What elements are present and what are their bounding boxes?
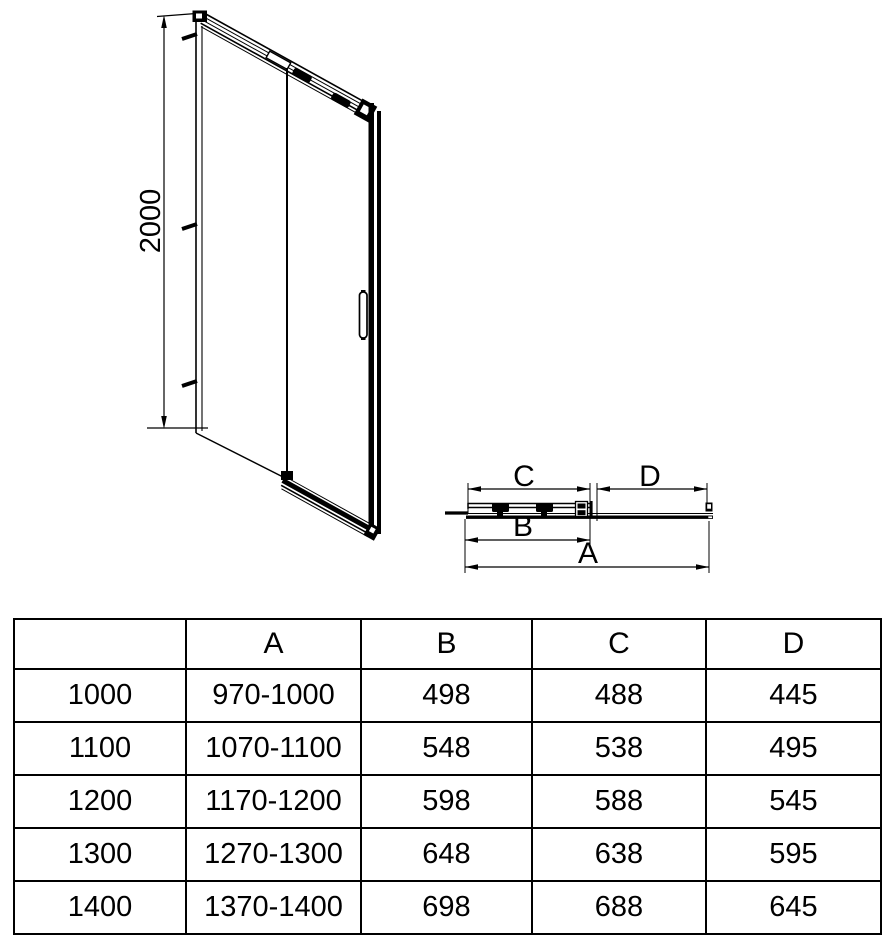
- arrow-down: [161, 416, 167, 429]
- column-header-c: C: [532, 619, 706, 669]
- dimension-d: [597, 460, 707, 493]
- height-dim-label: 2000: [135, 188, 167, 254]
- size-row-1000: [14, 669, 881, 722]
- dim-label-d: D: [639, 460, 661, 493]
- cell-d: 595: [706, 828, 881, 881]
- header-blank: [14, 619, 186, 669]
- cell-size: 1000: [14, 669, 186, 722]
- plan-roller-1: [492, 503, 509, 512]
- cell-c: 638: [532, 828, 706, 881]
- cell-a: 970-1000: [186, 669, 361, 722]
- wall-bracket-middle: [182, 224, 197, 229]
- column-header-b: B: [361, 619, 532, 669]
- left-wall-profile: [182, 11, 207, 434]
- size-row-1400: [14, 881, 881, 934]
- bottom-guide-block: [281, 471, 293, 480]
- dim-label-b: B: [512, 510, 534, 543]
- column-header-d: D: [706, 619, 881, 669]
- right-frame: [369, 103, 382, 534]
- arrow-up: [161, 15, 167, 28]
- cell-size: 1100: [14, 722, 186, 775]
- cell-b: 598: [361, 775, 532, 828]
- table-header-row: [14, 619, 881, 669]
- cell-d: 545: [706, 775, 881, 828]
- cell-a: 1270-1300: [186, 828, 361, 881]
- size-row-1300: [14, 828, 881, 881]
- plan-view: [445, 460, 713, 573]
- cell-d: 495: [706, 722, 881, 775]
- cell-size: 1200: [14, 775, 186, 828]
- glass-bottom-edge: [196, 433, 285, 478]
- cell-b: 498: [361, 669, 532, 722]
- door-edge-profile: [590, 501, 593, 517]
- sliding-panel-edge: [281, 68, 293, 480]
- roller-block-2: [330, 92, 351, 109]
- cell-size: 1300: [14, 828, 186, 881]
- dimension-b: [465, 510, 590, 543]
- wall-bracket-top: [182, 34, 197, 39]
- column-header-a: A: [186, 619, 361, 669]
- plan-roller-2: [536, 503, 553, 512]
- dimension-c: [468, 460, 590, 493]
- size-row-1100: [14, 722, 881, 775]
- cell-d: 645: [706, 881, 881, 934]
- cell-c: 588: [532, 775, 706, 828]
- cell-c: 688: [532, 881, 706, 934]
- dimension-a: [465, 537, 709, 570]
- cell-size: 1400: [14, 881, 186, 934]
- cell-b: 548: [361, 722, 532, 775]
- size-row-1200: [14, 775, 881, 828]
- front-view: [135, 11, 381, 541]
- height-dimension: [135, 14, 208, 430]
- roller-block-1: [291, 67, 312, 84]
- dim-label-c: C: [513, 460, 535, 493]
- cell-a: 1170-1200: [186, 775, 361, 828]
- size-table: [13, 618, 882, 935]
- cell-c: 538: [532, 722, 706, 775]
- door-handle: [360, 290, 368, 340]
- dim-label-a: A: [577, 537, 599, 570]
- wall-bracket-bottom: [182, 381, 197, 386]
- cell-a: 1070-1100: [186, 722, 361, 775]
- cell-b: 648: [361, 828, 532, 881]
- cell-a: 1370-1400: [186, 881, 361, 934]
- bottom-rail: [278, 475, 381, 541]
- cell-d: 445: [706, 669, 881, 722]
- cell-c: 488: [532, 669, 706, 722]
- cell-b: 698: [361, 881, 532, 934]
